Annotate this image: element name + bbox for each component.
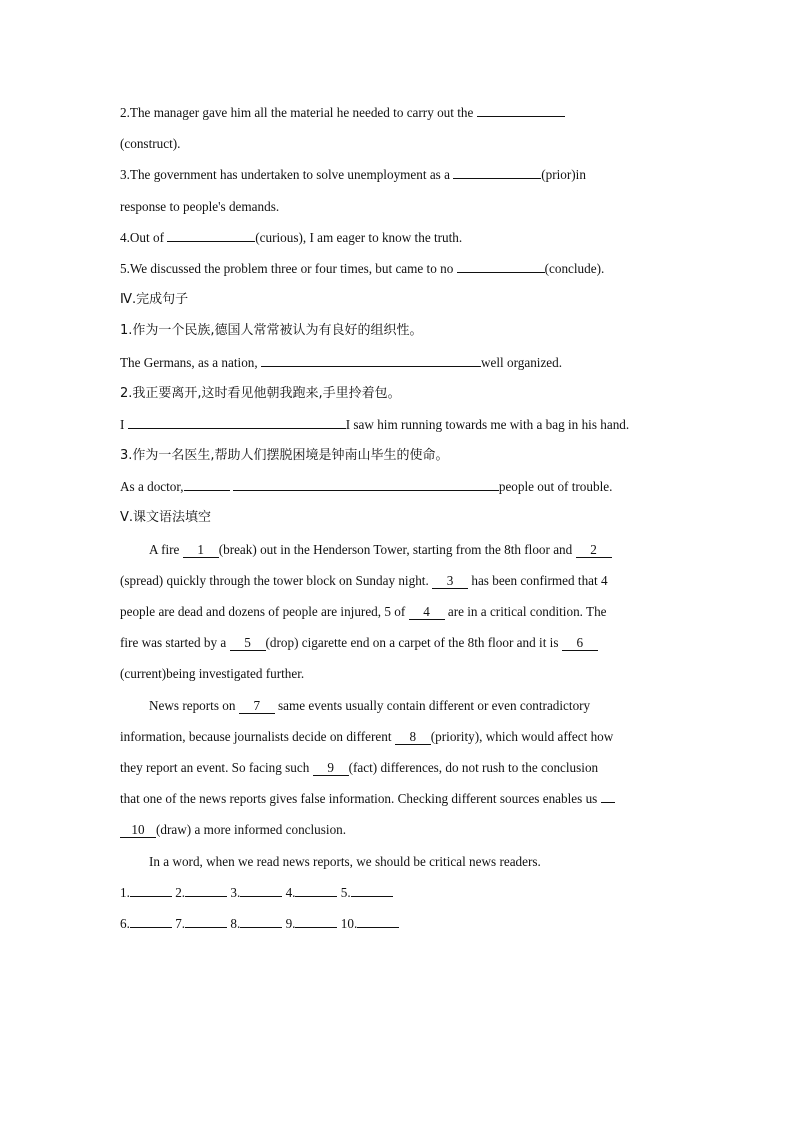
- exercise-item: [120, 347, 680, 378]
- answer-blank[interactable]: [185, 896, 227, 897]
- answer-row: [120, 877, 680, 908]
- passage-line: [120, 534, 680, 565]
- answer-blank[interactable]: [233, 490, 499, 491]
- answer-blank[interactable]: [261, 366, 481, 367]
- answer-blank[interactable]: [295, 896, 337, 897]
- passage-text: fire was started by a: [120, 635, 230, 651]
- numbered-blank[interactable]: 9: [313, 761, 349, 776]
- passage-text: has been confirmed that 4: [468, 572, 608, 588]
- passage-text: information, because journalists decide on different: [120, 728, 395, 744]
- answer-blank[interactable]: [457, 272, 545, 273]
- answer-number: 7.: [175, 915, 186, 931]
- answer-blank[interactable]: [128, 428, 346, 429]
- item-text: As a doctor,: [120, 479, 184, 495]
- exercise-item: [120, 97, 680, 128]
- passage-line: [120, 596, 680, 627]
- item-text: I: [120, 416, 128, 432]
- passage-text: (spread) quickly through the tower block on Sunday night.: [120, 572, 433, 588]
- passage-text: they report an event. So facing such: [120, 759, 313, 775]
- numbered-blank[interactable]: 5: [230, 636, 266, 651]
- section-heading: Ⅳ.完成句子: [120, 292, 189, 308]
- exercise-item: [120, 253, 680, 284]
- passage-text: News reports on: [149, 697, 239, 713]
- passage-line: [120, 565, 680, 596]
- worksheet-page: [120, 97, 680, 939]
- item-text: 2.The manager gave him all the material he needed to carry out the: [120, 105, 477, 120]
- exercise-item: [120, 128, 680, 159]
- chinese-prompt: 2.我正要离开,这时看见他朝我跑来,手里拎着包。: [120, 385, 401, 401]
- exercise-item: [120, 191, 680, 222]
- answer-blank[interactable]: [453, 178, 541, 179]
- passage-text: (fact) differences, do not rush to the conclusion: [348, 759, 599, 775]
- passage-text: (drop) cigarette end on a carpet of the 8th floor and it is: [265, 635, 562, 651]
- item-text: 4.Out of: [120, 229, 168, 245]
- exercise-item: [120, 159, 680, 190]
- item-text: well organized.: [481, 354, 563, 370]
- item-text: (prior)in: [541, 167, 586, 183]
- passage-text: people are dead and dozens of people are injured, 5 of: [120, 604, 409, 619]
- numbered-blank[interactable]: 6: [562, 636, 598, 651]
- item-text: (curious), I am eager to know the truth.: [255, 229, 463, 245]
- answer-row: [120, 908, 680, 939]
- numbered-blank[interactable]: 3: [432, 574, 468, 589]
- item-text: people out of trouble.: [498, 479, 613, 495]
- passage-text: (current)being investigated further.: [120, 666, 305, 682]
- answer-number: 3.: [230, 884, 241, 900]
- item-text: The Germans, as a nation,: [120, 354, 261, 370]
- chinese-prompt: 1.作为一个民族,德国人常常被认为有良好的组织性。: [120, 323, 423, 339]
- answer-blank[interactable]: [184, 490, 230, 491]
- numbered-blank[interactable]: 8: [395, 730, 431, 745]
- answer-blank[interactable]: [130, 896, 172, 897]
- answer-blank[interactable]: [185, 927, 227, 928]
- section-heading: Ⅴ.课文语法填空: [120, 510, 212, 526]
- passage-text: are in a critical condition. The: [444, 604, 607, 619]
- numbered-blank[interactable]: 2: [576, 543, 612, 558]
- answer-number: 1.: [120, 884, 130, 900]
- passage-line: [120, 721, 680, 752]
- passage-text: same events usually contain different or even contradictory: [274, 697, 591, 713]
- exercise-item: [120, 409, 680, 440]
- answer-number: 4.: [285, 884, 296, 900]
- numbered-blank[interactable]: 4: [409, 605, 445, 620]
- item-text: (construct).: [120, 136, 181, 152]
- passage-line: In a word, when we read news reports, we should be critical news readers.: [149, 853, 541, 869]
- answer-blank[interactable]: [351, 896, 393, 897]
- answer-blank[interactable]: [601, 802, 615, 803]
- exercise-item: [120, 222, 680, 253]
- passage-line: [120, 752, 680, 783]
- exercise-item: [120, 471, 680, 502]
- passage-line: [120, 627, 680, 658]
- answer-number: 6.: [120, 915, 130, 931]
- answer-blank[interactable]: [130, 927, 172, 928]
- answer-blank[interactable]: [477, 116, 565, 117]
- passage-text: A fire: [149, 541, 183, 557]
- chinese-prompt: 3.作为一名医生,帮助人们摆脱困境是钟南山毕生的使命。: [120, 448, 449, 464]
- answer-blank[interactable]: [295, 927, 337, 928]
- passage-line: [120, 690, 680, 721]
- answer-blank[interactable]: [240, 927, 282, 928]
- item-text: 5.We discussed the problem three or four times, but came to no: [120, 260, 457, 276]
- answer-number: 10.: [340, 915, 358, 931]
- answer-blank[interactable]: [357, 927, 399, 928]
- passage-line: [120, 658, 680, 689]
- answer-number: 2.: [175, 884, 186, 900]
- answer-number: 9.: [285, 915, 296, 931]
- item-text: 3.The government has undertaken to solve unemployment as a: [120, 167, 454, 183]
- numbered-blank[interactable]: 1: [183, 543, 219, 558]
- answer-number: 8.: [230, 915, 241, 931]
- item-text: response to people's demands.: [120, 198, 280, 214]
- item-text: (conclude).: [544, 260, 605, 276]
- item-text: I saw him running towards me with a bag in his hand.: [345, 416, 630, 432]
- numbered-blank[interactable]: 10: [120, 823, 156, 838]
- passage-line: [120, 783, 680, 814]
- passage-line: [120, 814, 680, 845]
- passage-text: that one of the news reports gives false information. Checking different sources enables us: [120, 791, 601, 807]
- passage-text: (break) out in the Henderson Tower, starting from the 8th floor and: [218, 541, 576, 557]
- passage-text: (draw) a more informed conclusion.: [156, 822, 347, 838]
- numbered-blank[interactable]: 7: [239, 699, 275, 714]
- answer-number: 5.: [340, 884, 351, 900]
- passage-text: (priority), which would affect how: [430, 728, 614, 744]
- answer-blank[interactable]: [240, 896, 282, 897]
- answer-blank[interactable]: [167, 241, 255, 242]
